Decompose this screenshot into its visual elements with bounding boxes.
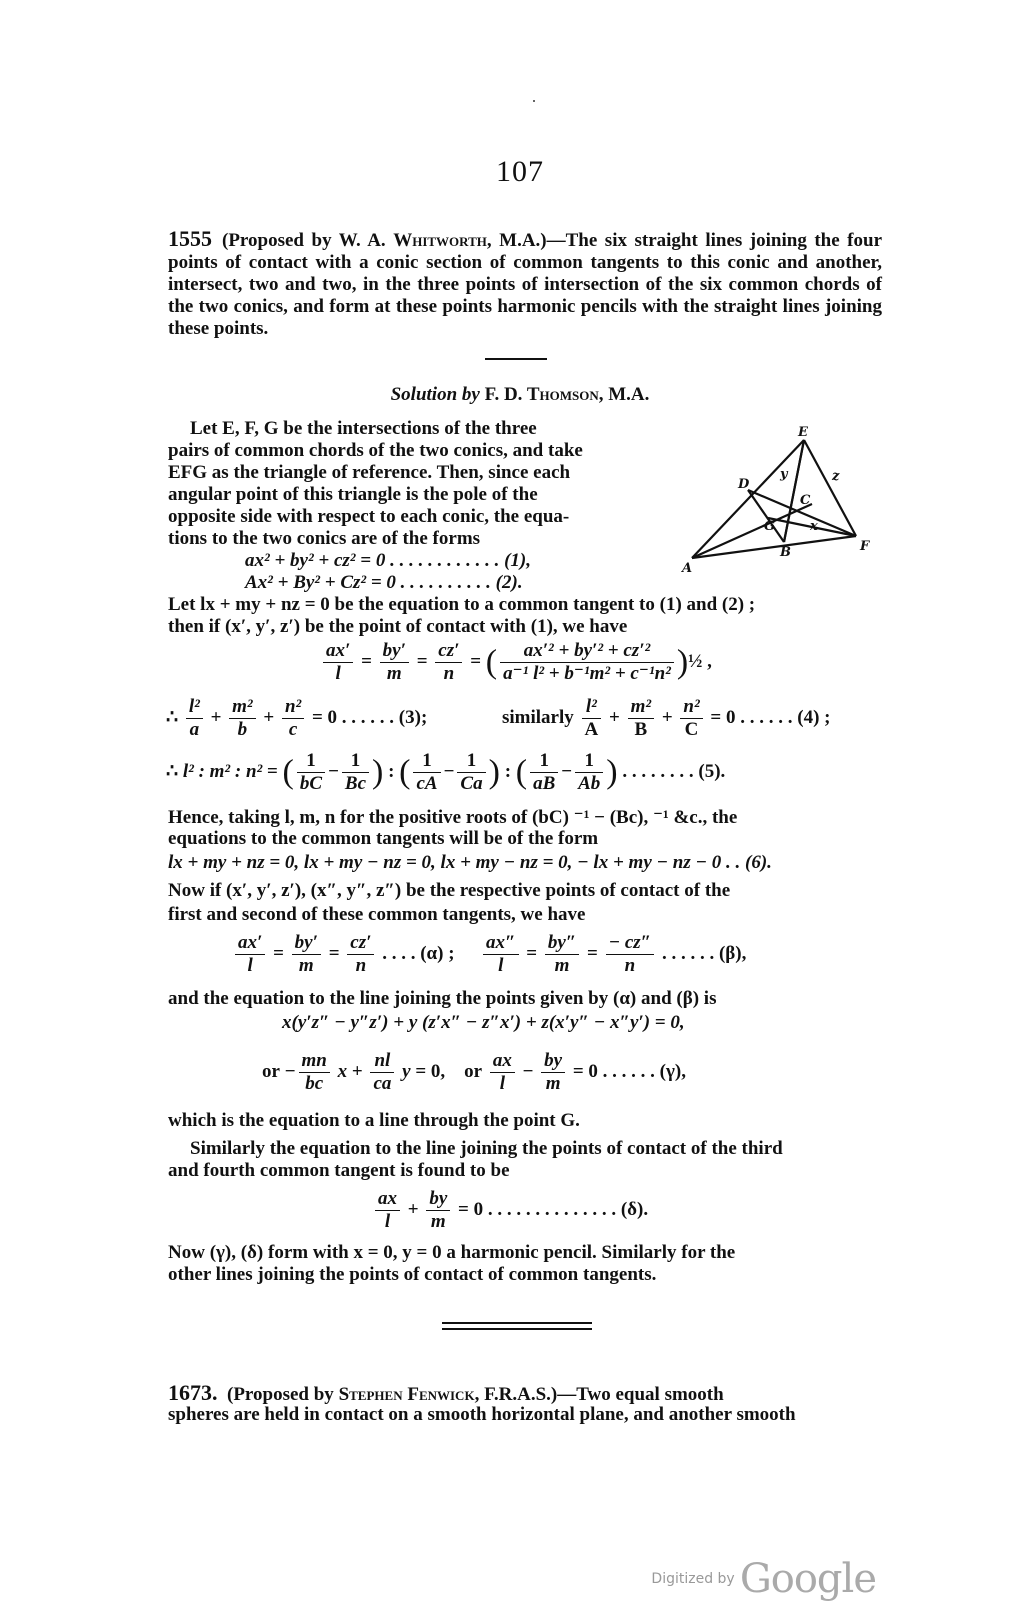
double-rule-bottom bbox=[442, 1328, 592, 1330]
text-line: opposite side with respect to each conic, the equa- bbox=[168, 506, 570, 527]
label-G: G bbox=[764, 519, 776, 534]
digitized-watermark: Digitized by Google bbox=[651, 1556, 876, 1602]
label-B: B bbox=[780, 545, 791, 560]
problem-1673-line2: spheres are held in contact on a smooth horizontal plane, and another smooth bbox=[168, 1404, 796, 1425]
google-logo: Google bbox=[739, 1556, 876, 1602]
equation-4: similarly $\frac{\text{l²}}{A}$ + $\frac{\text{m²}}{B}$ + $\frac{\text{n²}}{C}$ = 0 . . . . . . (4) ; bbox=[502, 696, 831, 740]
equation-6: lx + my + nz = 0, lx + my − nz = 0, lx + my − nz = 0, − lx + my − nz − 0 . . (6). bbox=[168, 852, 772, 873]
text-line: Let E, F, G be the intersections of the three bbox=[190, 418, 537, 439]
label-F: F bbox=[860, 539, 870, 554]
label-x: x bbox=[810, 519, 818, 534]
label-C: C bbox=[800, 493, 811, 508]
section-divider bbox=[485, 358, 547, 360]
text-line: which is the equation to a line through the point G. bbox=[168, 1110, 580, 1131]
equation-3: ∴ $\frac{\text{l²}}{a}$ + $\frac{\text{m²}}{b}$ + $\frac{\text{n²}}{c}$ = 0 . . . . . . (3); bbox=[166, 696, 428, 740]
speck bbox=[533, 100, 535, 102]
problem-1555-statement: 1555 (Proposed by W. A. Whitworth, M.A.)—The six straight lines joining the four points of contact with a conic section of common tangents to this conic and another, intersect, two and two, in the three points of intersection of the six common chords of the two conics, and form at these points harmonic pencils with the straight lines joining these points. bbox=[168, 226, 883, 339]
equation-2: Ax² + By² + Cz² = 0 . . . . . . . . . . (2). bbox=[245, 572, 523, 593]
text-line: first and second of these common tangents, we have bbox=[168, 904, 586, 925]
equation-delta: $\frac{ax}{l}$ + $\frac{by}{m}$ = 0 . . . . . . . . . . . . . . (δ). bbox=[372, 1188, 648, 1233]
equation-1: ax² + by² + cz² = 0 . . . . . . . . . . . . (1), bbox=[245, 550, 531, 571]
label-y: y bbox=[780, 467, 788, 482]
problem-number: 1555 bbox=[168, 226, 212, 251]
triangle-diagram bbox=[680, 424, 880, 574]
label-E: E bbox=[798, 425, 808, 440]
solution-author: F. D. Thomson, M.A. bbox=[484, 384, 650, 405]
label-z: z bbox=[832, 469, 840, 484]
problem-1673-line1: 1673. (Proposed by Stephen Fenwick, F.R.A.S.)—Two equal smooth bbox=[168, 1380, 724, 1405]
text-line: EFG as the triangle of reference. Then, since each bbox=[168, 462, 571, 483]
equation-5: ∴ l² : m² : n² = ( $\frac{1}{bC}$ − $\frac{1}{Bc}$ ) : ( $\frac{1}{cA}$ − $\frac{1}{Ca}$ ) : ( $\frac{1}{aB}$ − $\frac{1}{Ab}$ ) . . . . . . . . (5). bbox=[166, 750, 726, 794]
page-number: 107 bbox=[496, 155, 544, 188]
text-line: angular point of this triangle is the pole of the bbox=[168, 484, 538, 505]
double-rule-top bbox=[442, 1322, 592, 1324]
text-line: tions to the two conics are of the forms bbox=[168, 528, 481, 549]
text-line: and the equation to the line joining the points given by (α) and (β) is bbox=[168, 988, 717, 1009]
contact-equation: $\frac{ax'}{l}$ = $\frac{by'}{m}$ = $\frac{cz'}{n}$ = ( $\frac{\text{ax′² + by′² + cz′²}}{\text{a⁻¹ l² + b⁻¹m² + c⁻¹n²}}$ )½ , bbox=[320, 640, 712, 685]
text-line: Similarly the equation to the line joining the points of contact of the third bbox=[190, 1138, 783, 1159]
equation-line: x(y′z″ − y″z′) + y (z′x″ − z″x′) + z(x′y″ − x″y′) = 0, bbox=[282, 1012, 685, 1033]
problem-number: 1673. bbox=[168, 1380, 218, 1405]
text-line: Let lx + my + nz = 0 be the equation to a common tangent to (1) and (2) ; bbox=[168, 594, 756, 615]
equation-alpha: $\frac{ax'}{l}$ = $\frac{by'}{m}$ = $\frac{cz'}{n}$ . . . . (α) ; bbox=[232, 932, 455, 977]
text-line: Hence, taking l, m, n for the positive roots of (bC) ⁻¹ − (Bc), ⁻¹ &c., the bbox=[168, 807, 738, 828]
text-line: pairs of common chords of the two conics, and take bbox=[168, 440, 583, 461]
text-line: equations to the common tangents will be of the form bbox=[168, 828, 599, 849]
text-line: Now (γ), (δ) form with x = 0, y = 0 a harmonic pencil. Similarly for the bbox=[168, 1242, 736, 1263]
solution-heading: Solution by F. D. Thomson, M.A. bbox=[390, 384, 650, 405]
text-line: then if (x′, y′, z′) be the point of contact with (1), we have bbox=[168, 616, 628, 637]
label-A: A bbox=[682, 561, 693, 574]
label-D: D bbox=[738, 477, 750, 492]
text-line: other lines joining the points of contact of common tangents. bbox=[168, 1264, 657, 1285]
equation-beta: $\frac{ax''}{l}$ = $\frac{by''}{m}$ = $\frac{- cz''}{n}$ . . . . . . (β), bbox=[480, 932, 746, 977]
text-line: Now if (x′, y′, z′), (x″, y″, z″) be the respective points of contact of the bbox=[168, 880, 731, 901]
text-line: and fourth common tangent is found to be bbox=[168, 1160, 510, 1181]
equation-gamma: or − $\frac{mn}{bc}$ x + $\frac{nl}{ca}$ y = 0, or $\frac{ax}{l}$ − $\frac{by}{m}$ = 0 . . . . . . (γ), bbox=[262, 1050, 686, 1094]
proposer-name: Stephen Fenwick bbox=[338, 1384, 475, 1405]
proposer-name: Whitworth bbox=[393, 230, 487, 251]
